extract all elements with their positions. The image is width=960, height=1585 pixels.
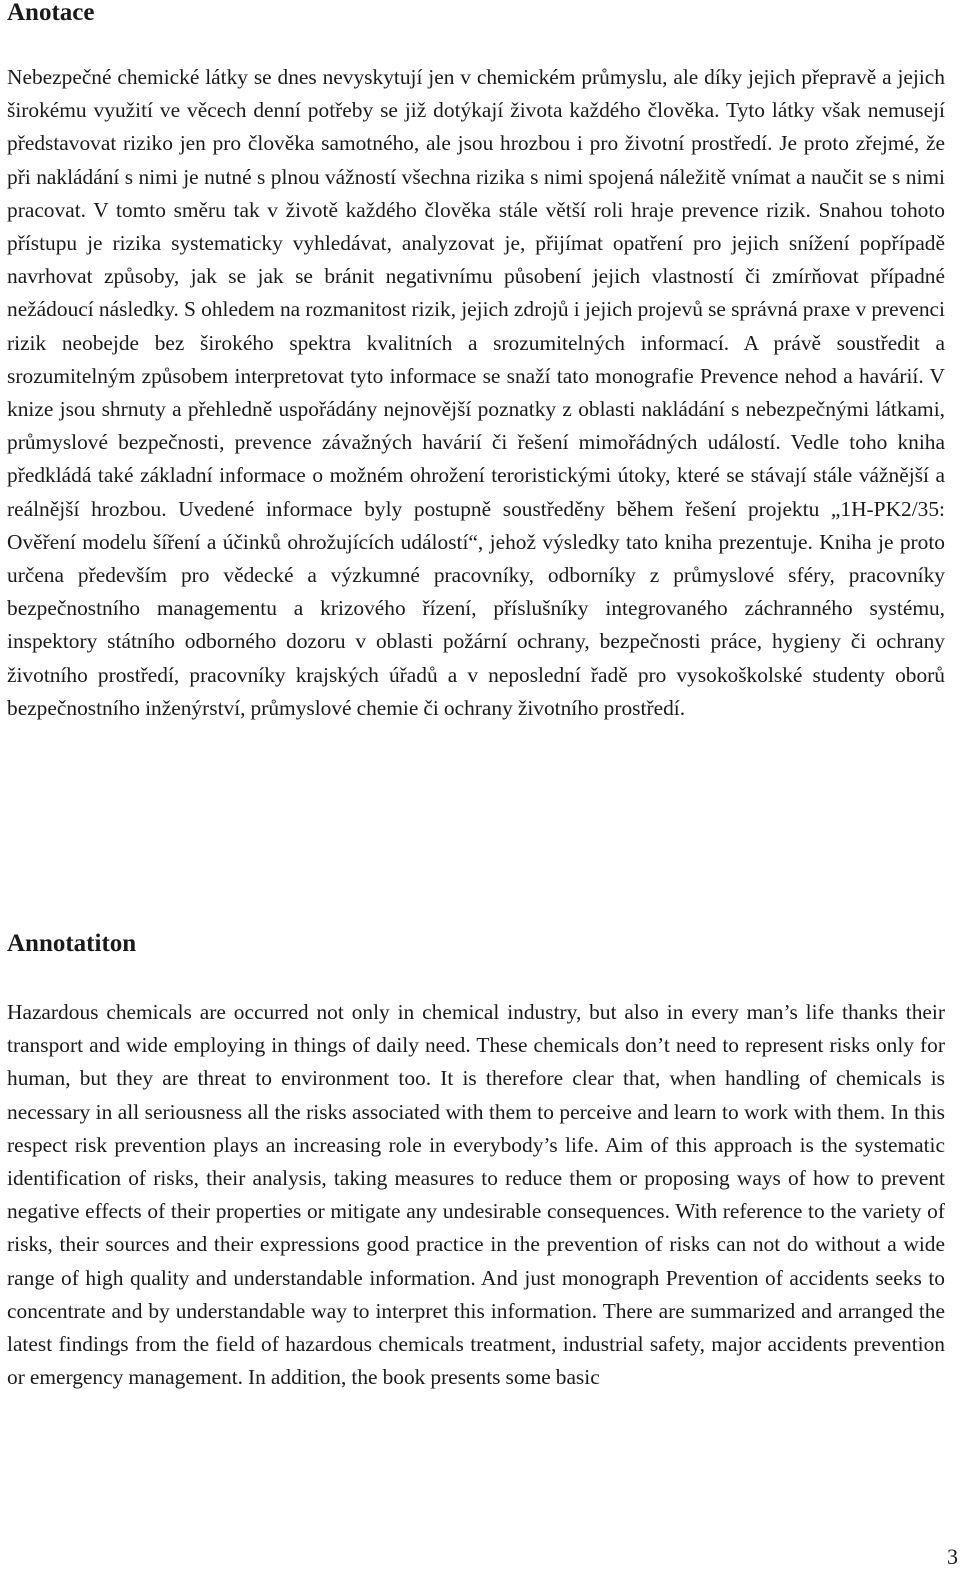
paragraph-anotace: Nebezpečné chemické látky se dnes nevyskytují jen v chemickém průmyslu, ale díky jejich přepravě a jejich širokému využití ve věcech denní potřeby se již dotýkají života každého člověka. Tyto látky však nemusejí představovat riziko jen pro člověka samotného, ale jsou hrozbou i pro životní prostředí. Je proto zřejmé, že při nakládání s nimi je nutné s plnou vážností všechna rizika s nimi spojená náležitě vnímat a naučit se s nimi pracovat. V tomto směru tak v životě každého člověka stále větší roli hraje prevence rizik. Snahou tohoto přístupu je rizika systematicky vyhledávat, analyzovat je, přijímat opatření pro jejich snížení popřípadě navrhovat způsoby, jak se jak se bránit negativnímu působení jejich vlastností či zmírňovat případné nežádoucí následky. S ohledem na rozmanitost rizik, jejich zdrojů i jejich projevů se správná praxe v prevenci rizik neobejde bez širokého spektra kvalitních a srozumitelných informací. A právě soustředit a srozumitelným způsobem interpretovat tyto informace se snaží tato monografie Prevence nehod a havárií. V knize jsou shrnuty a přehledně uspořádány nejnovější poznatky z oblasti nakládání s nebezpečnými látkami, průmyslové bezpečnosti, prevence závažných havárií či řešení mimořádných událostí. Vedle toho kniha předkládá také základní informace o možném ohrožení teroristickými útoky, které se stávají stále vážnější a reálnější hrozbou. Uvedené informace byly postupně soustředěny během řešení projektu „1H-PK2/35: Ověření modelu šíření a účinků ohrožujících událostí“, jehož výsledky tato kniha prezentuje. Kniha je proto určena především pro vědecké a výzkumné pracovníky, odborníky z průmyslové sféry, pracovníky bezpečnostního managementu a krizového řízení, příslušníky integrovaného záchranného systému, inspektory státního odborného dozoru v oblasti požární ochrany, bezpečnosti práce, hygieny či ochrany životního prostředí, pracovníky krajských úřadů a v neposlední řadě pro vysokoškolské studenty oborů bezpečnostního inženýrství, průmyslové chemie či ochrany životního prostředí. bbox=[7, 65, 945, 720]
paragraph-annotation: Hazardous chemicals are occurred not only in chemical industry, but also in every man’s life thanks their transport and wide employing in things of daily need. These chemicals don’t need to represent risks only for human, but they are threat to environment too. It is therefore clear that, when handling of chemicals is necessary in all seriousness all the risks associated with them to perceive and learn to work with them. In this respect risk prevention plays an increasing role in everybody’s life. Aim of this approach is the systematic identification of risks, their analysis, taking measures to reduce them or proposing ways of how to prevent negative effects of their properties or mitigate any undesirable consequences. With reference to the variety of risks, their sources and their expressions good practice in the prevention of risks can not do without a wide range of high quality and understandable information. And just monograph Prevention of accidents seeks to concentrate and by understandable way to interpret this information. There are summarized and arranged the latest findings from the field of hazardous chemicals treatment, industrial safety, major accidents prevention or emergency management. In addition, the book presents some basic bbox=[7, 1000, 945, 1390]
heading-anotace: Anotace bbox=[7, 0, 95, 26]
page-number: 3 bbox=[947, 1544, 958, 1569]
heading-annotation: Annotatiton bbox=[7, 930, 137, 957]
